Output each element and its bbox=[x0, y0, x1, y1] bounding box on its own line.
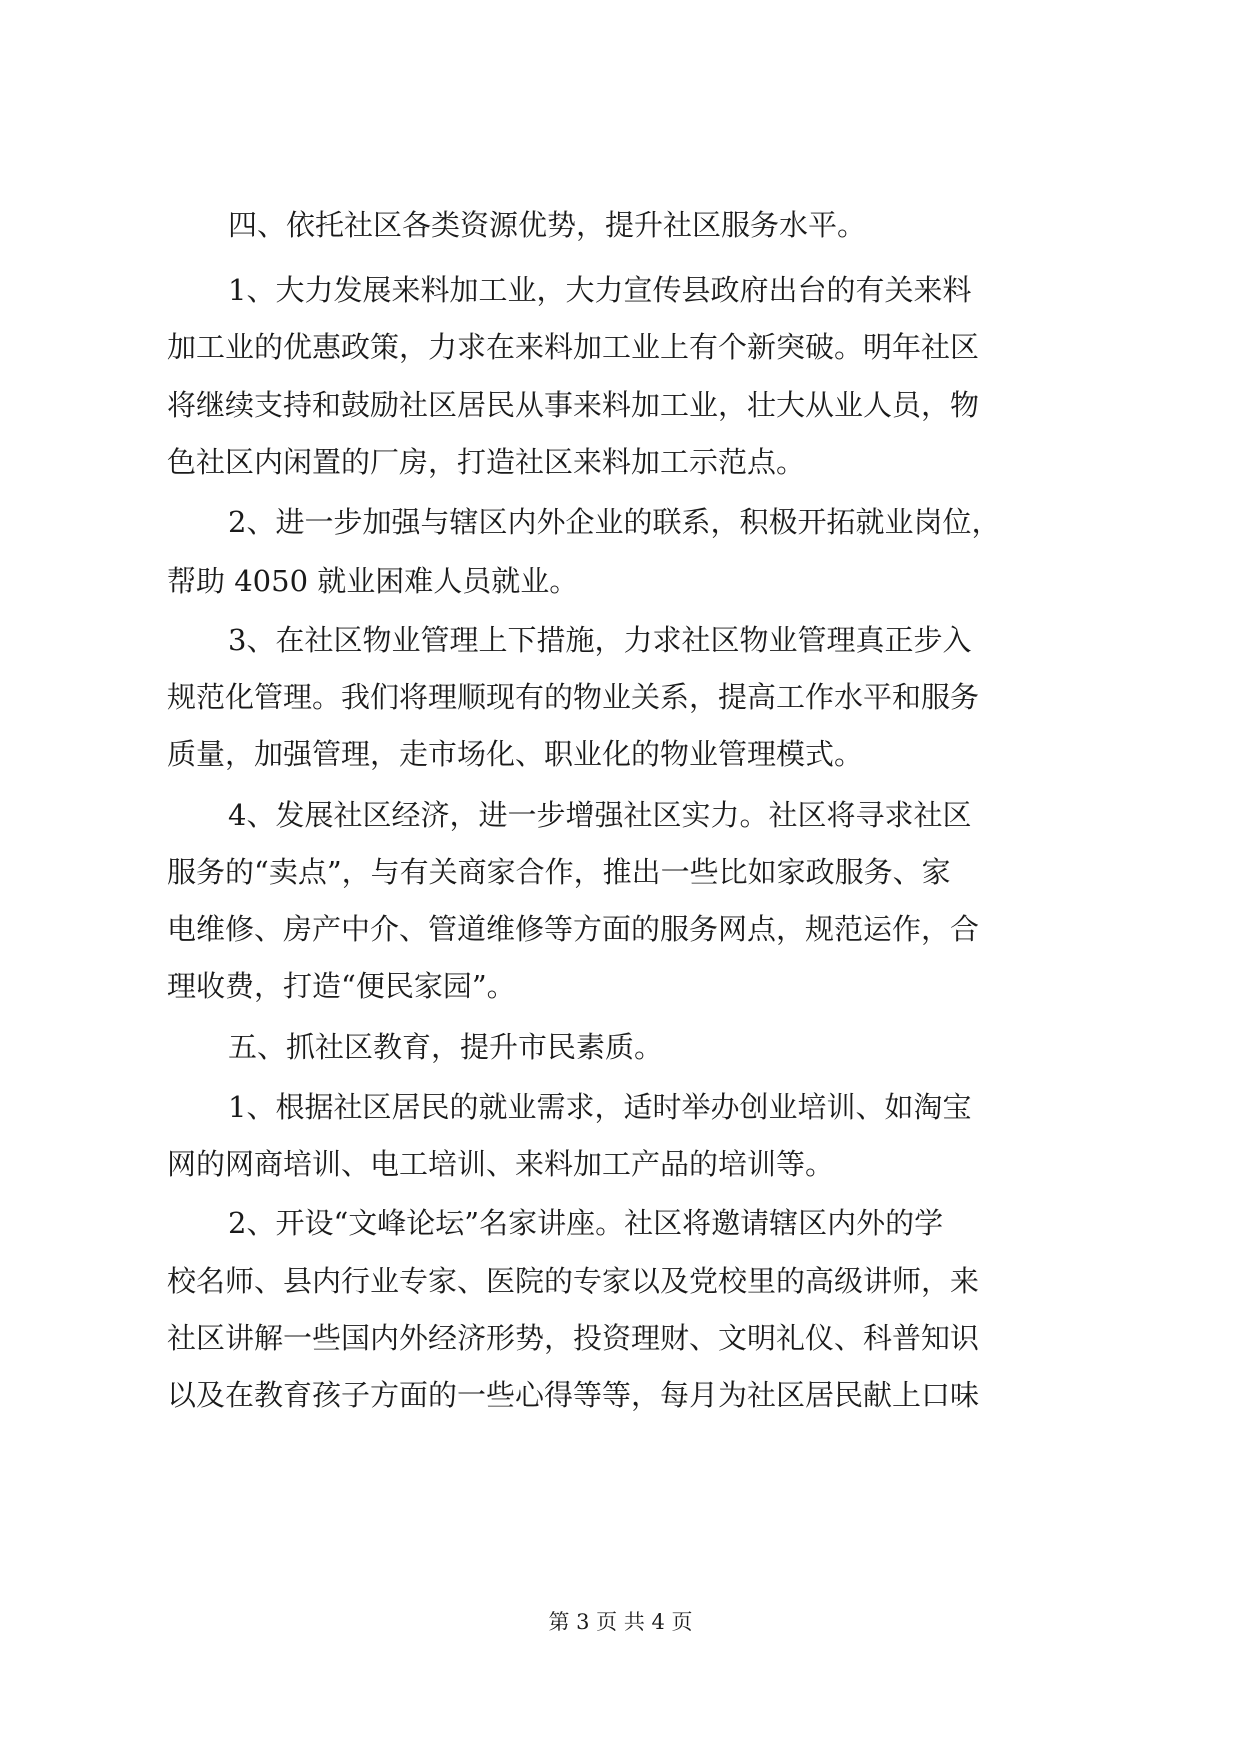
paragraph-line: 色社区内闲置的厂房，打造社区来料加工示范点。 bbox=[167, 445, 806, 479]
paragraph-line: 2、进一步加强与辖区内外企业的联系，积极开拓就业岗位， bbox=[228, 505, 1001, 539]
page-number: 第 3 页 共 4 页 bbox=[548, 1610, 693, 1634]
paragraph-line: 社区讲解一些国内外经济形势，投资理财、文明礼仪、科普知识 bbox=[167, 1321, 980, 1355]
paragraph-line: 电维修、房产中介、管道维修等方面的服务网点，规范运作，合 bbox=[167, 912, 980, 946]
heading-five: 五、抓社区教育，提升市民素质。 bbox=[228, 1030, 664, 1064]
paragraph-line: 帮助 4050 就业困难人员就业。 bbox=[167, 564, 579, 598]
paragraph-line: 加工业的优惠政策，力求在来料加工业上有个新突破。明年社区 bbox=[167, 330, 980, 364]
paragraph-line: 2、开设“文峰论坛”名家讲座。社区将邀请辖区内外的学 bbox=[228, 1206, 944, 1240]
paragraph-line: 质量，加强管理，走市场化、职业化的物业管理模式。 bbox=[167, 737, 864, 771]
paragraph-line: 网的网商培训、电工培训、来料加工产品的培训等。 bbox=[167, 1147, 835, 1181]
paragraph-line: 将继续支持和鼓励社区居民从事来料加工业，壮大从业人员，物 bbox=[167, 388, 980, 422]
paragraph-line: 以及在教育孩子方面的一些心得等等，每月为社区居民献上口味 bbox=[167, 1378, 980, 1412]
heading-four: 四、依托社区各类资源优势，提升社区服务水平。 bbox=[228, 208, 867, 242]
paragraph-line: 3、在社区物业管理上下措施，力求社区物业管理真正步入 bbox=[228, 623, 972, 657]
paragraph-line: 1、根据社区居民的就业需求，适时举办创业培训、如淘宝 bbox=[228, 1090, 972, 1124]
paragraph-line: 4、发展社区经济，进一步增强社区实力。社区将寻求社区 bbox=[228, 798, 972, 832]
paragraph-line: 1、大力发展来料加工业，大力宣传县政府出台的有关来料 bbox=[228, 273, 972, 307]
paragraph-line: 校名师、县内行业专家、医院的专家以及党校里的高级讲师，来 bbox=[167, 1264, 980, 1298]
paragraph-line: 服务的“卖点”，与有关商家合作，推出一些比如家政服务、家 bbox=[167, 855, 951, 889]
paragraph-line: 规范化管理。我们将理顺现有的物业关系，提高工作水平和服务 bbox=[167, 680, 980, 714]
paragraph-line: 理收费，打造“便民家园”。 bbox=[167, 969, 516, 1003]
